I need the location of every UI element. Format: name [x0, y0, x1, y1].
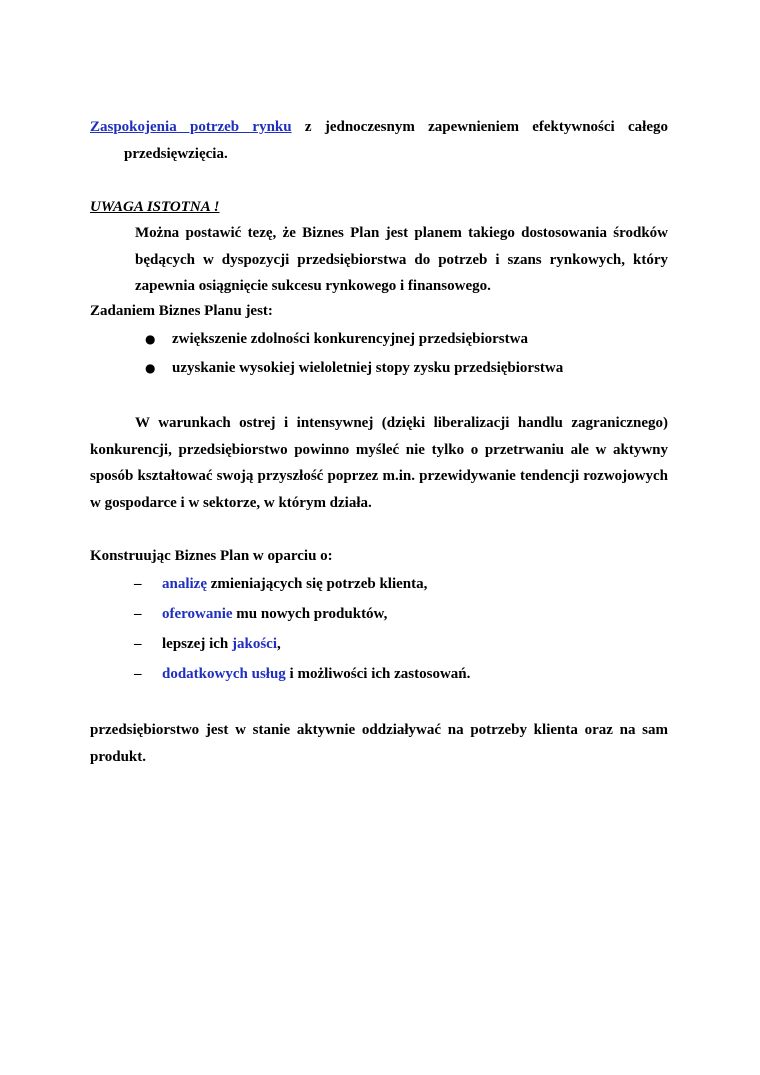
closing-paragraph: przedsiębiorstwo jest w stanie aktywnie oddziaływać na potrzeby klienta oraz na sam produkt. — [90, 722, 668, 765]
intro-line-2: przedsięwzięcia. — [124, 145, 228, 162]
dash-icon: – — [134, 666, 142, 682]
uwaga-heading: UWAGA ISTOTNA ! — [90, 199, 220, 215]
list-item: – dodatkowych usług i możliwości ich zastosowań. — [134, 663, 470, 685]
bullet-icon: ● — [145, 332, 156, 346]
konstruujac-heading: Konstruując Biznes Plan w oparciu o: — [90, 548, 333, 564]
highlight-term: dodatkowych usług — [162, 666, 286, 682]
warunki-paragraph: W warunkach ostrej i intensywnej (dzięki liberalizacji handlu zagranicznego) konkurencji, przedsiębiorstwo powinno myśleć nie tylko o przetrwaniu ale w aktywny sposób kształtować swoją przyszłość poprzez m.in. przewidywanie tendencji rozwojowych w gospodarce i w sektorze, w którym działa. — [90, 415, 668, 511]
bullet-text: zwiększenie zdolności konkurencyjnej przedsiębiorstwa — [172, 331, 528, 347]
highlight-term: jakości — [231, 636, 277, 652]
list-item: – lepszej ich jakości, — [134, 633, 281, 655]
intro-paragraph — [90, 114, 668, 167]
dash-icon: – — [134, 576, 142, 592]
bullet-icon: ● — [145, 361, 156, 375]
list-item — [145, 357, 563, 379]
list-item: – analizę zmieniających się potrzeb klienta, — [134, 573, 427, 595]
market-needs-link[interactable]: Zaspokojenia potrzeb rynku — [90, 119, 292, 135]
intro-line-1-rest: z jednoczesnym zapewnieniem efektywności całego — [291, 119, 668, 135]
highlight-term: oferowanie — [162, 606, 233, 622]
intro-line-1 — [90, 114, 668, 141]
list-item — [145, 328, 528, 350]
dash-icon: – — [134, 636, 142, 652]
list-item: – oferowanie mu nowych produktów, — [134, 603, 387, 625]
bullet-text: uzyskanie wysokiej wieloletniej stopy zysku przedsiębiorstwa — [172, 360, 564, 376]
zadaniem-heading: Zadaniem Biznes Planu jest: — [90, 303, 273, 319]
uwaga-text: Można postawić tezę, że Biznes Plan jest planem takiego dostosowania środków będących w dyspozycji przedsiębiorstwa do potrzeb i szans rynkowych, który zapewnia osiągnięcie sukcesu rynkowego i finansowego. — [135, 225, 668, 294]
highlight-term: analizę — [162, 576, 207, 592]
dash-icon: – — [134, 606, 142, 622]
